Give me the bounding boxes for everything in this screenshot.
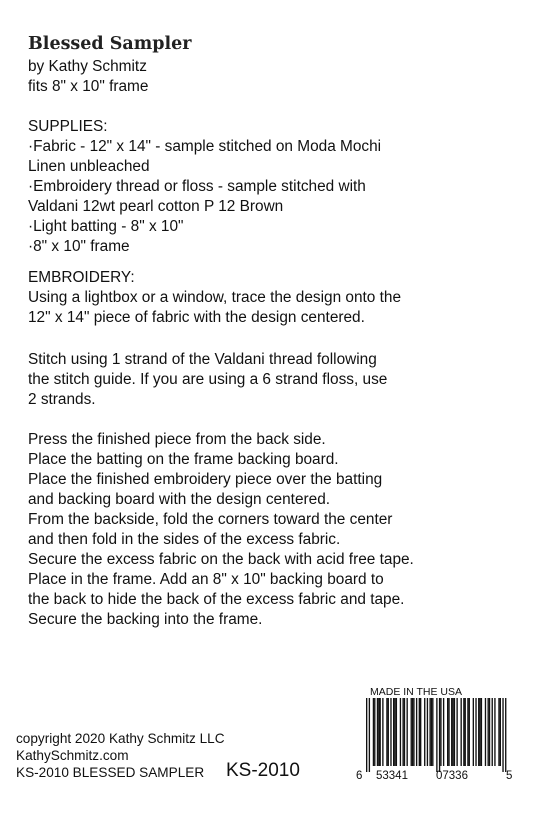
barcode-bar [456,698,457,766]
stitch-line: the stitch guide. If you are using a 6 strand floss, use [28,371,388,388]
finishing-line: Place the batting on the frame backing board. [28,451,339,468]
barcode-bar [393,698,394,766]
barcode-bar [427,698,428,766]
finishing-instructions [28,430,508,630]
supplies-line: ·Light batting - 8" x 10" [28,218,184,235]
barcode-digits-group2: 07336 [436,770,468,782]
barcode-bar [469,698,470,766]
barcode-bar [394,698,395,766]
barcode-bar [419,698,420,766]
barcode-bar [413,698,414,766]
stitch-line: Stitch using 1 strand of the Valdani thread following [28,351,377,368]
barcode-bar [443,698,444,766]
barcode-bar [366,698,367,772]
barcode-bar [478,698,479,766]
supplies-line: ·Fabric - 12" x 14" - sample stitched on Moda Mochi [28,138,382,155]
barcode-bar [454,698,455,766]
barcode-bar [461,698,462,766]
barcode-bar [463,698,464,766]
barcode-bar [429,698,430,766]
embroidery-heading: EMBROIDERY: [28,269,135,286]
barcode-bar [382,698,383,766]
supplies-line: ·Embroidery thread or floss - sample stitched with [28,178,366,195]
finishing-line: Secure the backing into the frame. [28,611,263,628]
made-in-usa-label: MADE IN THE USA [370,686,462,698]
product-line: KS-2010 BLESSED SAMPLER [16,765,205,780]
finishing-line: From the backside, fold the corners toward the center [28,511,393,528]
barcode-bar [451,698,452,766]
barcode-bar [400,698,401,766]
barcode-bar [498,698,499,766]
barcode-digit-right: 5 [506,770,513,782]
author-line: by Kathy Schmitz [28,58,147,75]
barcode-bars-icon [356,698,516,772]
supplies-line: ·8" x 10" frame [28,238,130,255]
barcode-bar [467,698,468,766]
barcode-bar [412,698,413,766]
barcode-bar [452,698,453,766]
finishing-line: Press the finished piece from the back side. [28,431,326,448]
barcode-bar [489,698,490,766]
finishing-line: Place the finished embroidery piece over the batting [28,471,383,488]
finishing-line: Place in the frame. Add an 8" x 10" backing board to [28,571,384,588]
barcode-bar [424,698,425,766]
barcode-bar [380,698,381,766]
finishing-line: the back to hide the back of the excess fabric and tape. [28,591,405,608]
barcode-bar [488,698,489,766]
copyright-line: copyright 2020 Kathy Schmitz LLC [16,731,225,746]
barcode-bar [485,698,486,766]
barcode-bar [475,698,476,766]
barcode-bar [396,698,397,766]
barcode-bar [436,698,437,772]
barcode-bar [431,698,432,766]
frame-size-line: fits 8" x 10" frame [28,78,149,95]
barcode-bar [500,698,501,766]
stitch-instructions [28,350,508,410]
barcode-bar [502,698,503,772]
supplies-line: Linen unbleached [28,158,150,175]
barcode-bar [390,698,391,766]
barcode-digit-left: 6 [356,770,363,782]
finishing-line: Secure the excess fabric on the back with acid free tape. [28,551,414,568]
barcode-bar [492,698,493,766]
barcode-bar [369,698,370,772]
barcode-bar [373,698,374,766]
barcode-bar [378,698,379,766]
stitch-line: 2 strands. [28,391,96,408]
barcode-bar [481,698,482,766]
embroidery-section [28,268,508,328]
barcode-bar [432,698,433,766]
supplies-section [28,117,508,257]
barcode-bar [402,698,403,766]
barcode-bar [386,698,387,766]
barcode [356,686,516,788]
supplies-line: Valdani 12wt pearl cotton P 12 Brown [28,198,284,215]
page-title: Blessed Sampler [28,34,192,54]
embroidery-line: Using a lightbox or a window, trace the design onto the [28,289,402,306]
barcode-bar [411,698,412,766]
embroidery-line: 12" x 14" piece of fabric with the design centered. [28,309,365,326]
barcode-bar [473,698,474,766]
barcode-bar [494,698,495,766]
barcode-bar [465,698,466,766]
barcode-bar [374,698,375,766]
barcode-bar [447,698,448,766]
barcode-bar [440,698,441,766]
barcode-bar [479,698,480,766]
barcode-bar [377,698,378,766]
finishing-line: and then fold in the sides of the excess fabric. [28,531,341,548]
barcode-digits-group1: 53341 [376,770,408,782]
supplies-heading: SUPPLIES: [28,118,108,135]
barcode-bar [388,698,389,766]
barcode-bar [420,698,421,766]
barcode-bar [439,698,440,772]
barcode-bar [416,698,417,766]
finishing-line: and backing board with the design centered. [28,491,331,508]
barcode-bar [404,698,405,766]
sku-number: KS-2010 [226,760,300,781]
barcode-bar [505,698,506,772]
barcode-bar [448,698,449,766]
barcode-bar [407,698,408,766]
website-link: KathySchmitz.com [16,748,129,763]
